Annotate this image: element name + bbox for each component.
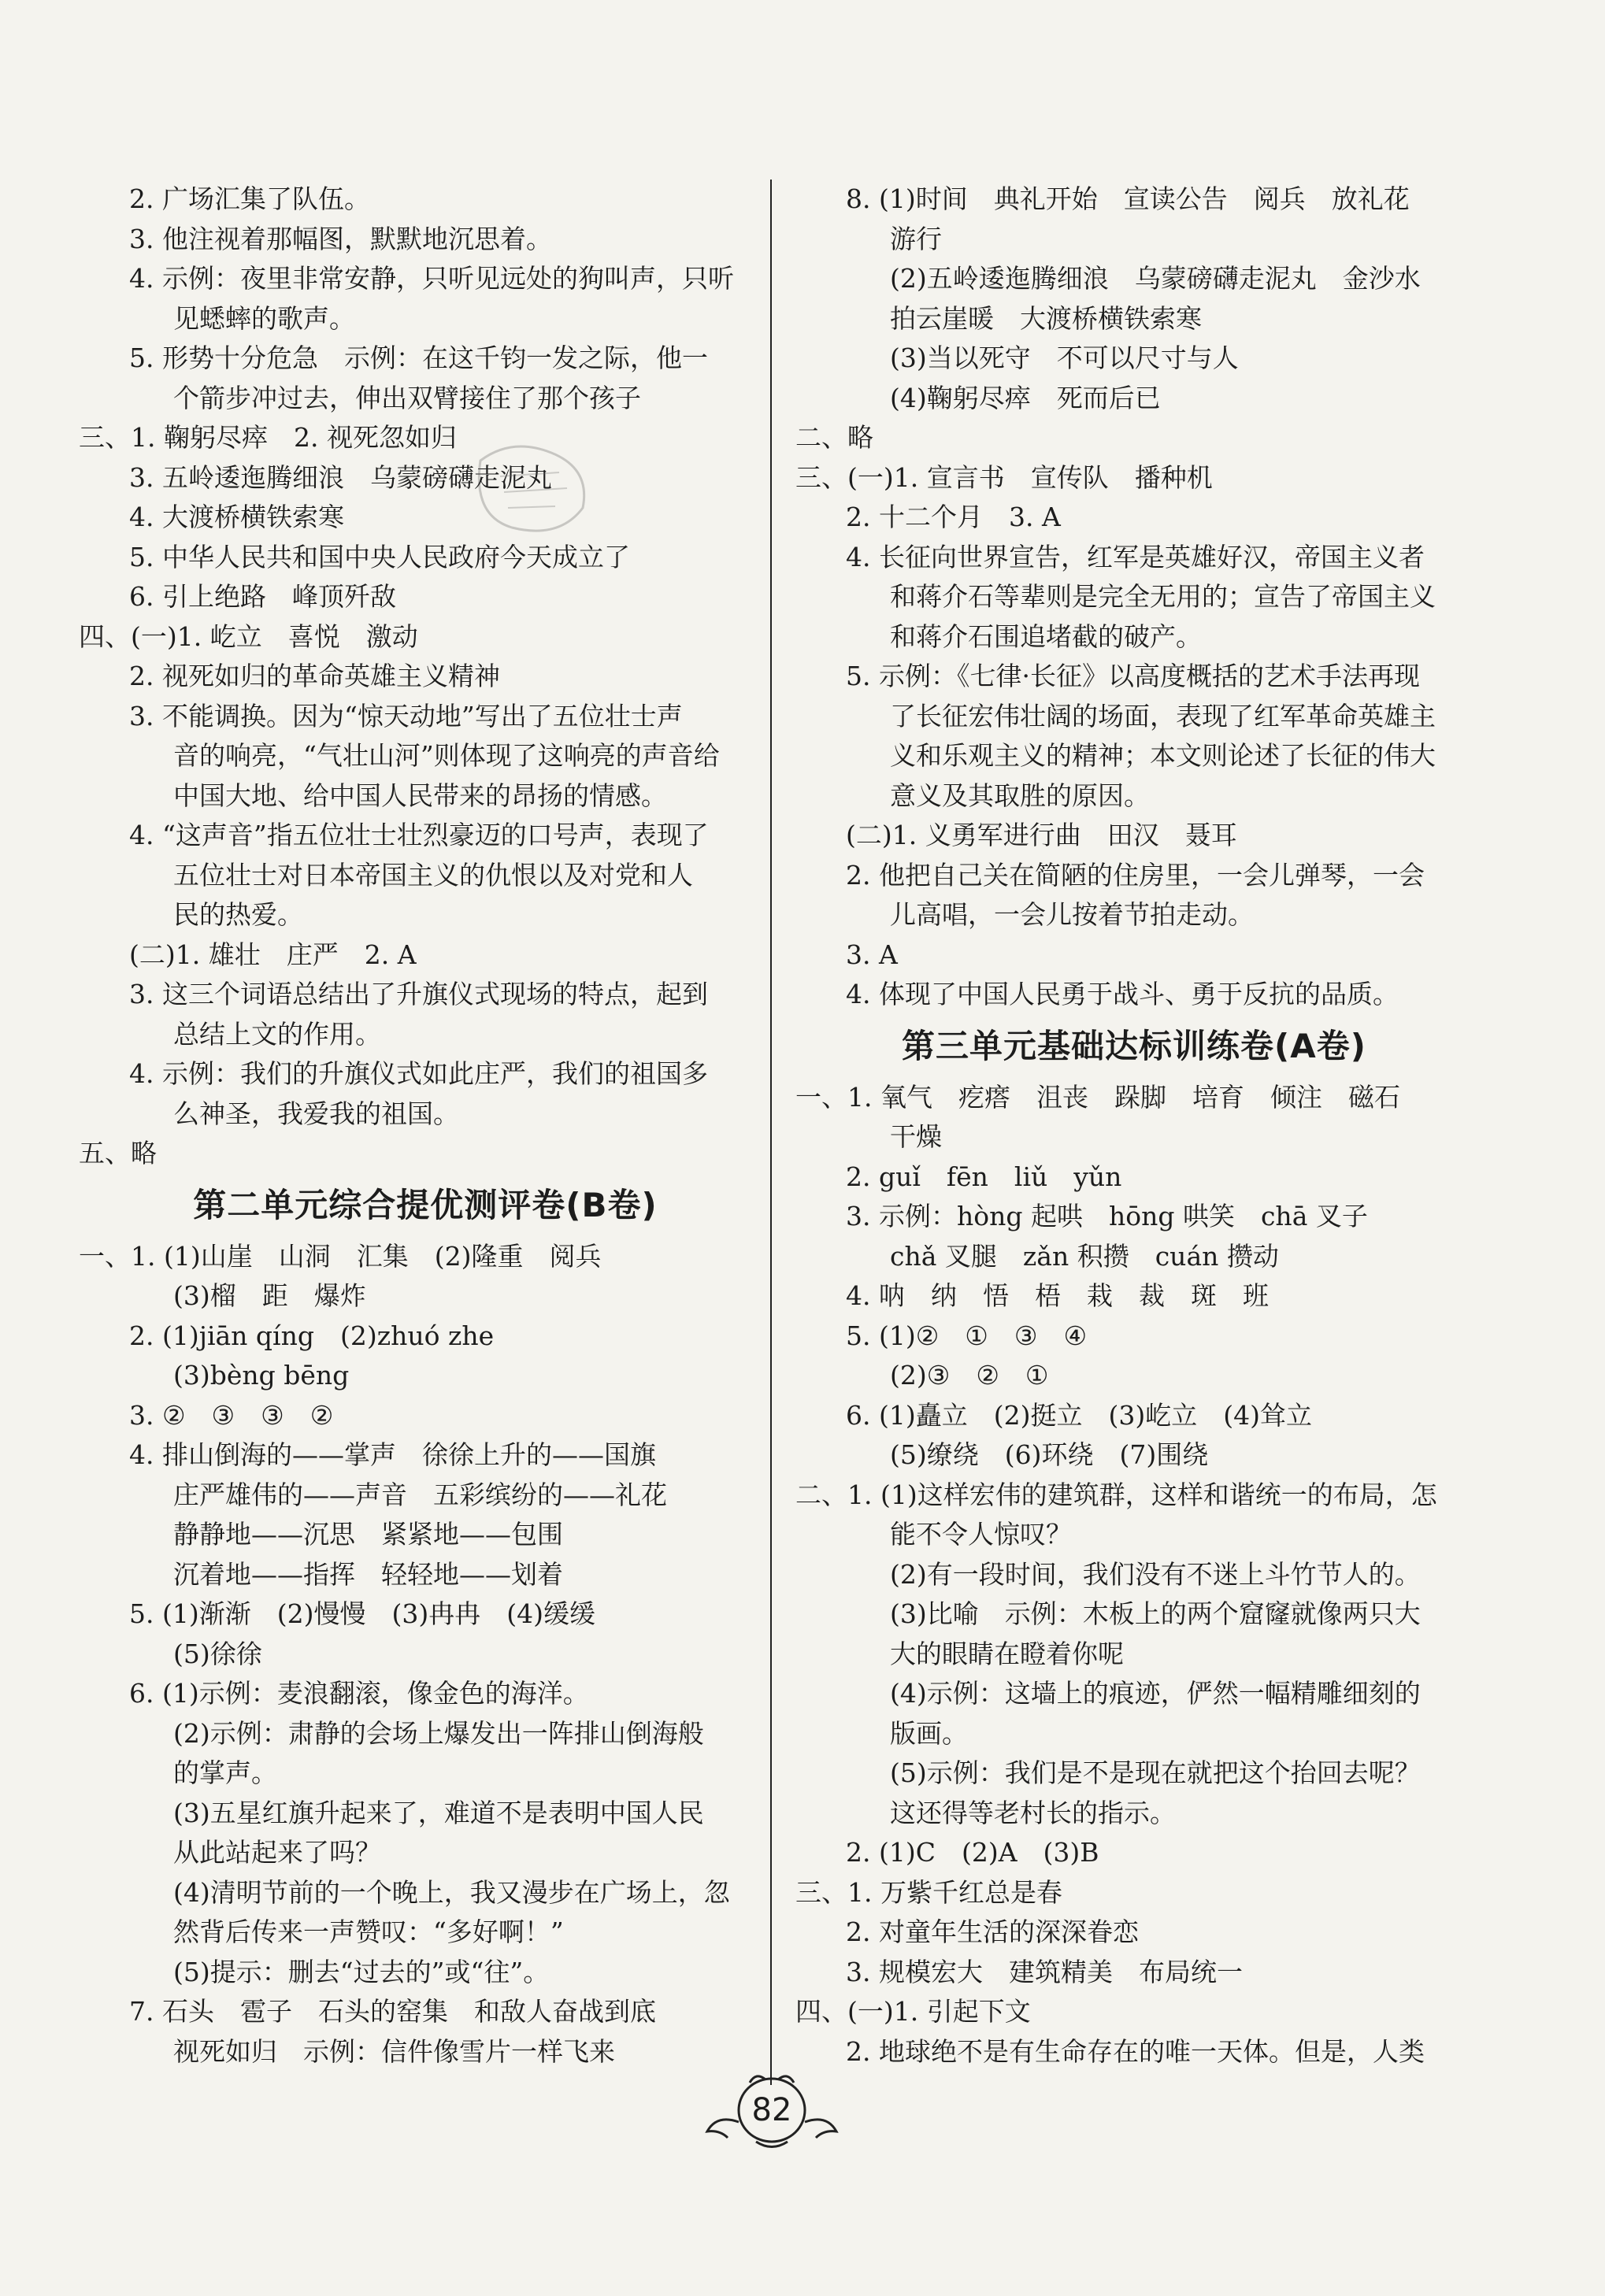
right-column <box>795 180 1473 2072</box>
answer-line: 2. (1)C (2)A (3)B <box>846 1837 1099 1868</box>
answer-line: (二)1. 雄壮 庄严 2. A <box>129 939 417 970</box>
answer-line: (2)③ ② ① <box>890 1360 1049 1391</box>
answer-line: chǎ 叉腿 zǎn 积攒 cuán 攒动 <box>890 1240 1279 1272</box>
answer-line: 四、(一)1. 引起下文 <box>795 1996 1031 2027</box>
stamp-icon <box>465 429 606 547</box>
answer-line: 2. 广场汇集了队伍。 <box>129 183 370 214</box>
answer-line: 的掌声。 <box>173 1757 277 1788</box>
answer-line: 音的响亮，“气壮山河”则体现了这响亮的声音给 <box>173 740 720 771</box>
answer-line: 二、1. (1)这样宏伟的建筑群，这样和谐统一的布局，怎 <box>795 1479 1437 1510</box>
answer-line: 和蒋介石围追堵截的破产。 <box>890 620 1202 652</box>
answer-line: 三、1. 万紫千红总是春 <box>795 1876 1062 1908</box>
answer-line: 3. ② ③ ③ ② <box>129 1399 334 1431</box>
answer-line: 义和乐观主义的精神；本文则论述了长征的伟大 <box>890 740 1436 771</box>
answer-line: 5. (1)② ① ③ ④ <box>846 1320 1088 1351</box>
answer-line: 6. 引上绝路 峰顶歼敌 <box>129 581 396 612</box>
answer-line: 意义及其取胜的原因。 <box>890 780 1150 811</box>
answer-line: 3. 他注视着那幅图，默默地沉思着。 <box>129 223 552 254</box>
answer-line: 5. 形势十分危急 示例：在这千钧一发之际，他一 <box>129 343 708 373</box>
answer-line: 2. 地球绝不是有生命存在的唯一天体。但是，人类 <box>846 2035 1425 2067</box>
answer-line: 3. 规模宏大 建筑精美 布局统一 <box>846 1956 1243 1987</box>
answer-line: 版画。 <box>890 1717 968 1749</box>
answer-line: 4. 示例：我们的升旗仪式如此庄严，我们的祖国多 <box>129 1058 708 1089</box>
answer-line: (3)bèng bēng <box>173 1360 350 1391</box>
answer-line: 3. 这三个词语总结出了升旗仪式现场的特点，起到 <box>129 979 708 1009</box>
answer-line: 静静地——沉思 紧紧地——包围 <box>173 1519 563 1550</box>
answer-line: 二、略 <box>795 422 873 453</box>
answer-line: (2)有一段时间，我们没有不迷上斗竹节人的。 <box>890 1558 1421 1590</box>
page-number: 82 <box>751 2092 792 2128</box>
answer-line: 4. 排山倒海的——掌声 徐徐上升的——国旗 <box>129 1439 656 1470</box>
answer-line: (2)五岭逶迤腾细浪 乌蒙磅礴走泥丸 金沙水 <box>890 263 1421 294</box>
answer-line: 大的眼睛在瞪着你呢 <box>890 1638 1124 1669</box>
left-column <box>79 180 772 2072</box>
answer-line: 儿高唱，一会儿按着节拍走动。 <box>890 899 1254 930</box>
answer-line: 和蒋介石等辈则是完全无用的；宣告了帝国主义 <box>890 581 1436 612</box>
answer-line: 4. 呐 纳 悟 梧 栽 裁 斑 班 <box>846 1280 1269 1311</box>
answer-line: (二)1. 义勇军进行曲 田汉 聂耳 <box>846 820 1237 850</box>
answer-line: 8. (1)时间 典礼开始 宣读公告 阅兵 放礼花 <box>846 183 1410 214</box>
page-number-badge <box>693 2067 851 2153</box>
answer-line: 2. 他把自己关在简陋的住房里，一会儿弹琴，一会 <box>846 859 1425 891</box>
answer-line: (4)鞠躬尽瘁 死而后已 <box>890 382 1161 413</box>
answer-line: (3)比喻 示例：木板上的两个窟窿就像两只大 <box>890 1598 1421 1629</box>
answer-line: 然背后传来一声赞叹：“多好啊！” <box>173 1916 564 1947</box>
section-heading: 第三单元基础达标训练卷(A卷) <box>902 1026 1366 1065</box>
answer-line: 4. “这声音”指五位壮士壮烈豪迈的口号声，表现了 <box>129 820 709 850</box>
answer-line: 五、略 <box>79 1138 157 1168</box>
answer-line: 拍云崖暖 大渡桥横铁索寒 <box>890 302 1202 334</box>
answer-line: 三、1. 鞠躬尽瘁 2. 视死忽如归 <box>79 422 457 453</box>
answer-line: 6. (1)矗立 (2)挺立 (3)屹立 (4)耸立 <box>846 1399 1312 1431</box>
answer-line: 5. 示例：《七律·长征》以高度概括的艺术手法再现 <box>846 661 1420 691</box>
answer-line: 5. (1)渐渐 (2)慢慢 (3)冉冉 (4)缓缓 <box>129 1598 595 1629</box>
answer-line: (3)五星红旗升起来了，难道不是表明中国人民 <box>173 1797 704 1828</box>
answer-line: 4. 体现了中国人民勇于战斗、勇于反抗的品质。 <box>846 979 1399 1009</box>
answer-line: 五位壮士对日本帝国主义的仇恨以及对党和人 <box>173 859 693 891</box>
answer-line: 2. (1)jiān qíng (2)zhuó zhe <box>129 1320 495 1351</box>
answer-line: 5. 中华人民共和国中央人民政府今天成立了 <box>129 541 630 572</box>
answer-line: (5)缭绕 (6)环绕 (7)围绕 <box>890 1439 1209 1470</box>
answer-line: 2. guǐ fēn liǔ yǔn <box>846 1161 1122 1192</box>
answer-line: 2. 视死如归的革命英雄主义精神 <box>129 661 500 691</box>
answer-line: 沉着地——指挥 轻轻地——划着 <box>173 1558 563 1590</box>
answer-line: 3. 示例：hòng 起哄 hōng 哄笑 chā 叉子 <box>846 1201 1368 1231</box>
answer-line: 视死如归 示例：信件像雪片一样飞来 <box>173 2035 615 2067</box>
answer-line: 4. 示例：夜里非常安静，只听见远处的狗叫声，只听 <box>129 263 734 294</box>
answer-line: 能不令人惊叹？ <box>890 1519 1072 1550</box>
answer-line: 总结上文的作用。 <box>173 1018 381 1050</box>
answer-line: (5)徐徐 <box>173 1638 262 1669</box>
answer-line: (3)当以死守 不可以尺寸与人 <box>890 343 1239 373</box>
answer-line: 一、1. (1)山崖 山洞 汇集 (2)隆重 阅兵 <box>79 1240 602 1272</box>
answer-line: 3. 五岭逶迤腾细浪 乌蒙磅礴走泥丸 <box>129 461 552 493</box>
answer-line: 见蟋蟀的歌声。 <box>173 302 355 334</box>
answer-line: 4. 大渡桥横铁索寒 <box>129 502 344 532</box>
answer-line: 从此站起来了吗？ <box>173 1837 381 1868</box>
answer-line: (5)提示：删去“过去的”或“往”。 <box>173 1956 550 1987</box>
answer-line: (2)示例：肃静的会场上爆发出一阵排山倒海般 <box>173 1717 704 1749</box>
answer-line: 三、(一)1. 宣言书 宣传队 播种机 <box>795 461 1213 493</box>
answer-line: 民的热爱。 <box>173 899 303 930</box>
answer-line: (4)清明节前的一个晚上，我又漫步在广场上，忽 <box>173 1876 730 1908</box>
answer-line: 了长征宏伟壮阔的场面，表现了红军革命英雄主 <box>890 700 1436 731</box>
column-divider <box>770 180 772 2085</box>
answer-line: (3)榴 距 爆炸 <box>173 1280 366 1311</box>
answer-line: 3. A <box>846 939 898 970</box>
answer-line: (4)示例：这墙上的痕迹，俨然一幅精雕细刻的 <box>890 1678 1421 1709</box>
answer-line: 一、1. 氧气 疙瘩 沮丧 跺脚 培育 倾注 磁石 <box>795 1081 1400 1113</box>
answer-line: 6. (1)示例：麦浪翻滚，像金色的海洋。 <box>129 1678 589 1709</box>
answer-line: 2. 十二个月 3. A <box>846 502 1061 532</box>
answer-line: 游行 <box>890 223 942 254</box>
answer-line: 这还得等老村长的指示。 <box>890 1797 1176 1828</box>
answer-line: (5)示例：我们是不是现在就把这个抬回去呢？ <box>890 1757 1421 1788</box>
answer-line: 庄严雄伟的——声音 五彩缤纷的——礼花 <box>173 1479 667 1510</box>
answer-line: 中国大地、给中国人民带来的昂扬的情感。 <box>173 780 667 811</box>
answer-line: 7. 石头 雹子 石头的窑集 和敌人奋战到底 <box>129 1996 656 2027</box>
answer-line: 个箭步冲过去，伸出双臂接住了那个孩子 <box>173 382 641 413</box>
section-heading: 第二单元综合提优测评卷(B卷) <box>193 1185 658 1224</box>
answer-line: 干燥 <box>890 1121 942 1152</box>
answer-line: 四、(一)1. 屹立 喜悦 激动 <box>79 620 418 652</box>
answer-line: 4. 长征向世界宣告，红军是英雄好汉，帝国主义者 <box>846 541 1425 572</box>
answer-line: 2. 对童年生活的深深眷恋 <box>846 1916 1139 1947</box>
answer-line: 么神圣，我爱我的祖国。 <box>173 1098 459 1129</box>
answer-line: 3. 不能调换。因为“惊天动地”写出了五位壮士声 <box>129 700 683 731</box>
